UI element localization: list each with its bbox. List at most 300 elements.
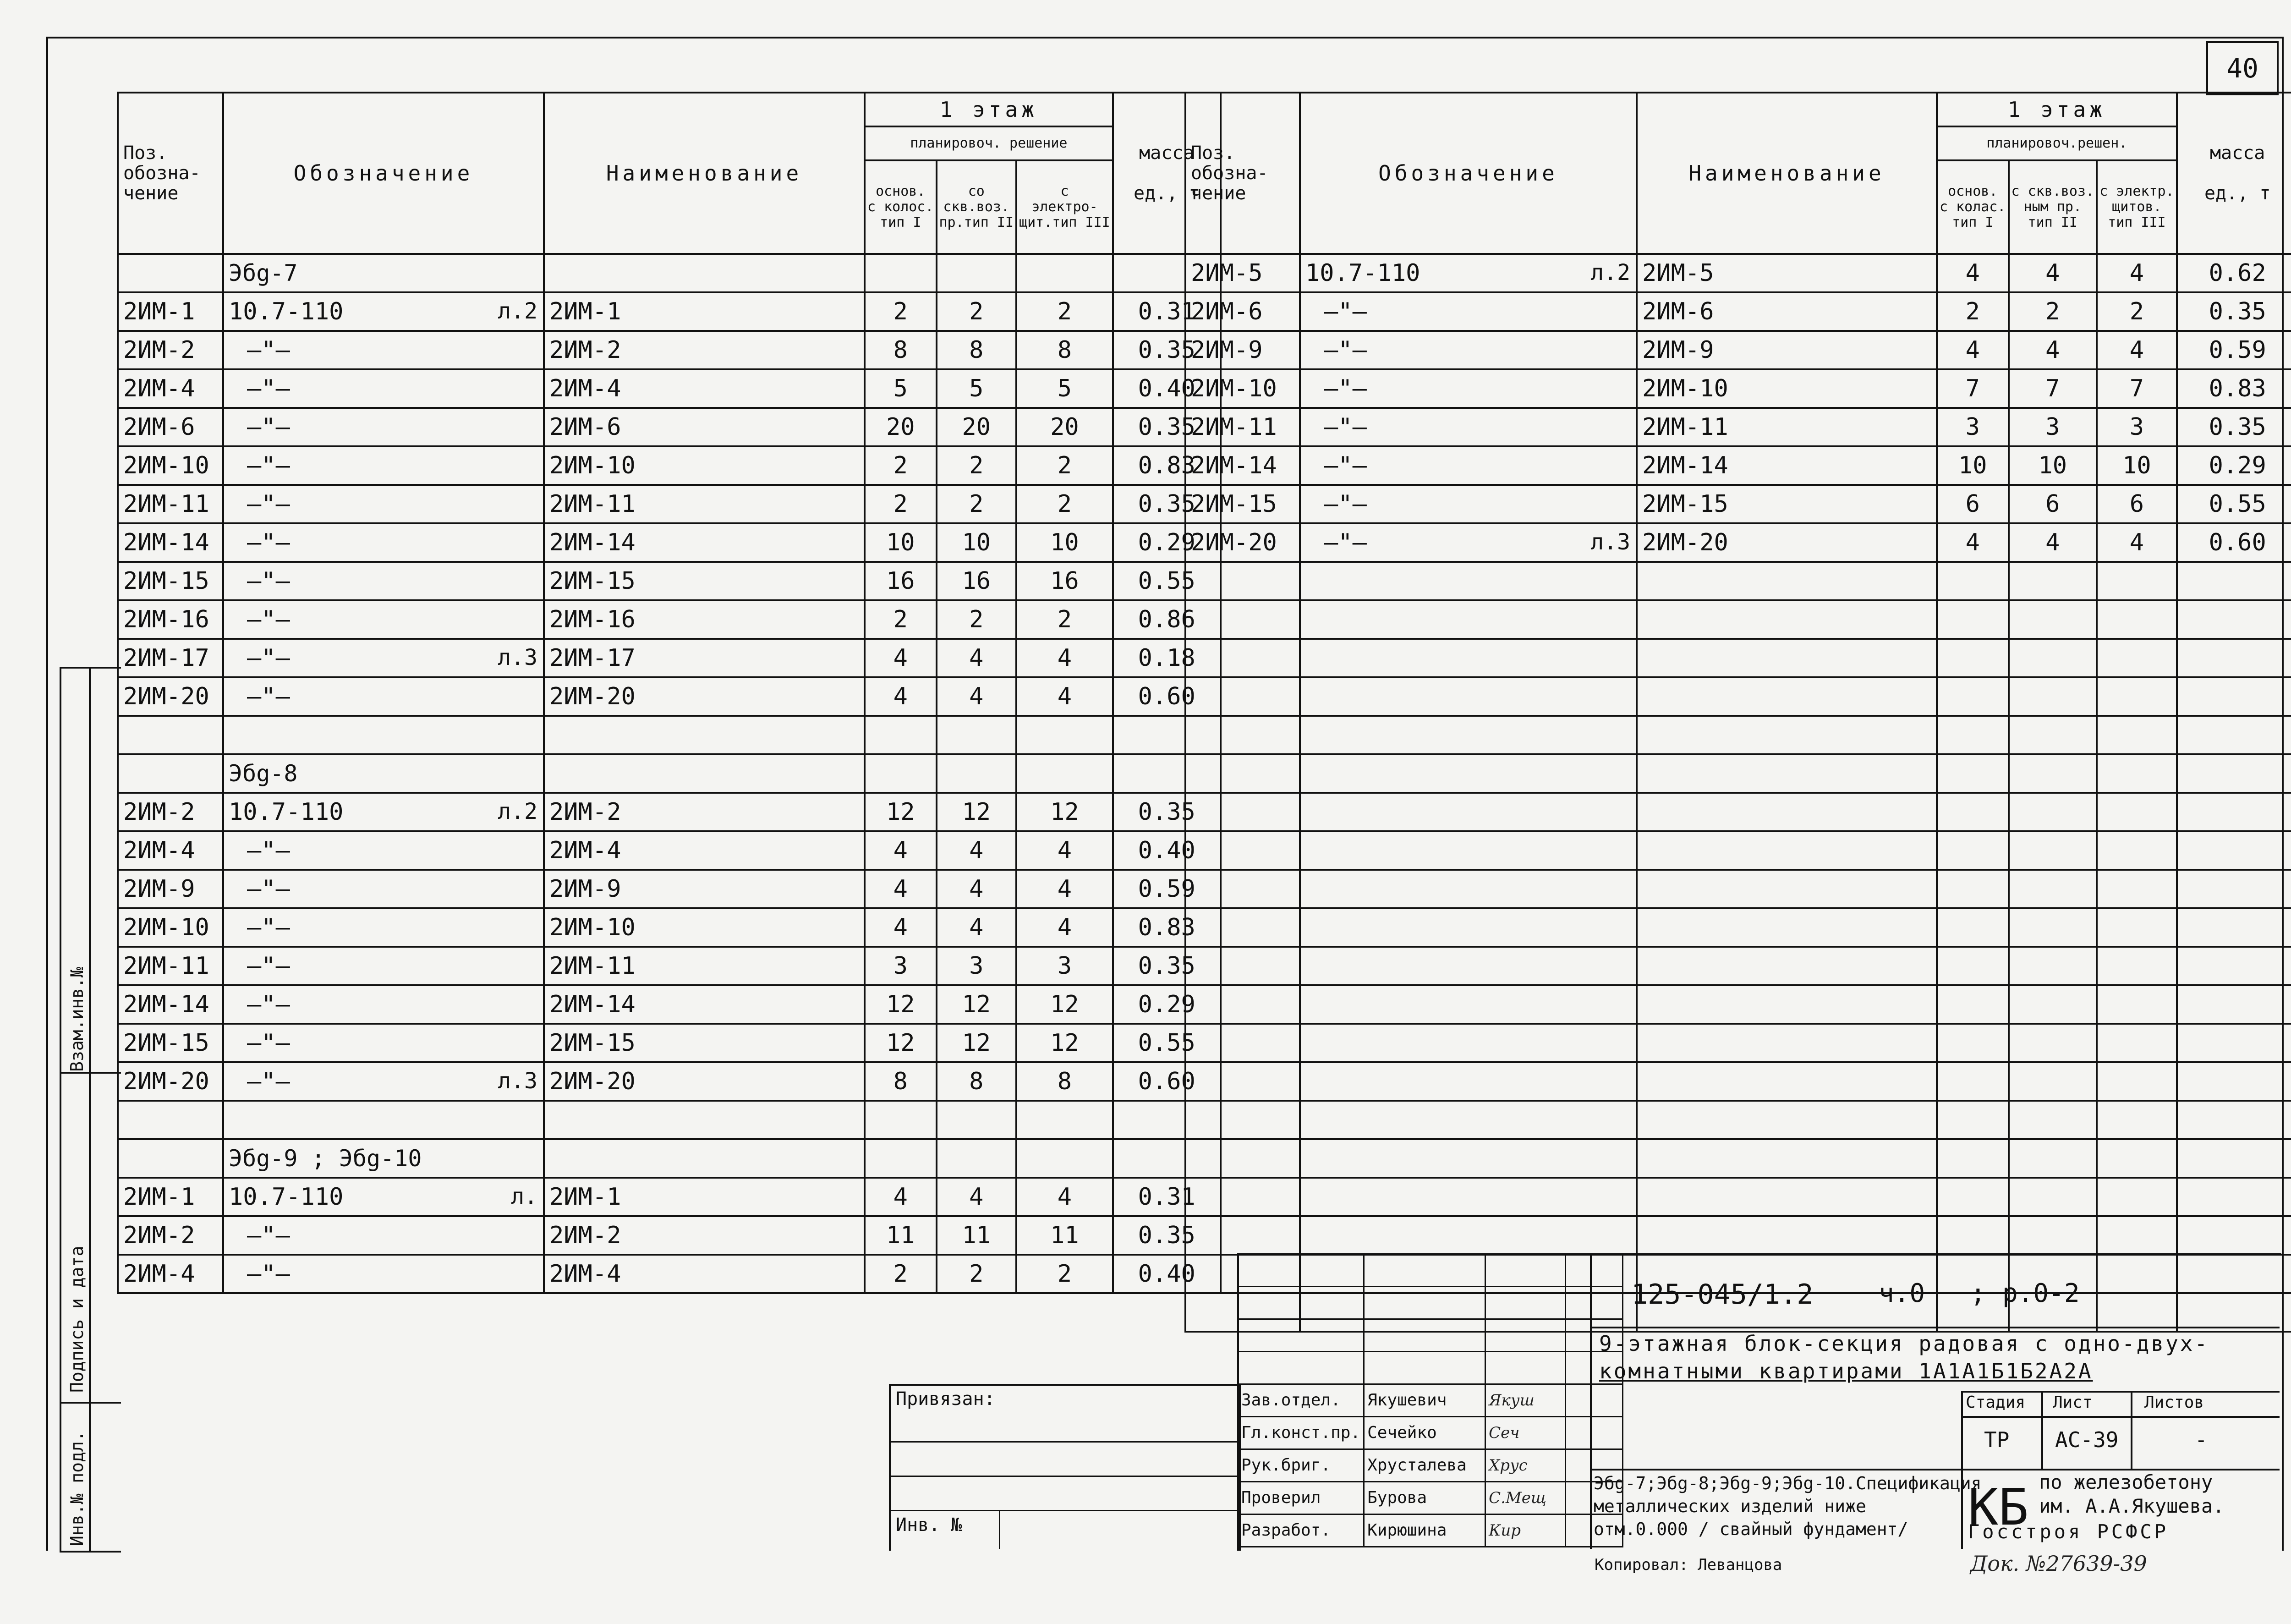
table-row [1185,870,2291,908]
mass-cell: 0.29 [1113,985,1221,1024]
empty-cell [1485,1254,1566,1287]
qty-cell: 2 [865,292,937,331]
table-row [118,1024,1221,1062]
name-cell: 2ИМ-11 [1637,408,1937,446]
empty-cell [937,754,1017,793]
table-row [118,1255,1221,1293]
designation-cell [223,677,544,716]
empty-cell [2097,1101,2177,1139]
empty-cell [2009,947,2097,985]
empty-cell [2009,793,2097,831]
qty-cell: 11 [937,1216,1017,1255]
designation-cell [223,562,544,600]
empty-cell [2177,600,2291,639]
qty-cell: 2 [1016,446,1113,485]
qty-cell: 2 [865,1255,937,1293]
pos-cell: 2ИМ-16 [118,600,223,639]
table-row [1238,1287,1623,1319]
empty-cell [1185,870,1300,908]
designation-text: —"— [247,413,290,441]
pos-header: Поз. обозна- чение [118,93,223,254]
pos-cell: 2ИМ-4 [118,1255,223,1293]
empty-cell [2009,1024,2097,1062]
pos-cell: 2ИМ-2 [118,1216,223,1255]
empty-cell [1637,1216,1937,1255]
qty-cell: 4 [865,870,937,908]
empty-cell [2177,947,2291,985]
designation-cell [223,1024,544,1062]
pos-cell [118,1139,223,1178]
mass-cell: 0.59 [1113,870,1221,908]
empty-cell [2097,754,2177,793]
empty-cell [1185,754,1300,793]
qty-cell: 12 [865,1024,937,1062]
qty-cell: 4 [1016,908,1113,947]
table-row [1185,292,2291,331]
mass-cell: 0.35 [1113,793,1221,831]
name-cell: 2ИМ-14 [1637,446,1937,485]
table-row [118,292,1221,331]
sheet-value: АС-39 [2055,1427,2119,1452]
designation-text: —"— [247,837,290,864]
empty-cell [544,754,865,793]
empty-cell [1364,1319,1485,1352]
empty-cell [937,716,1017,754]
designation-text: —"— [247,567,290,595]
pos-cell: 2ИМ-9 [1185,331,1300,369]
designation-text: —"— [247,336,290,364]
empty-cell [1185,1062,1300,1101]
designation-text: —"— [247,683,290,710]
qty-cell: 4 [937,908,1017,947]
qty-cell: 2 [865,485,937,523]
mass-cell: 0.31 [1113,1178,1221,1216]
empty-cell [1300,716,1637,754]
mass-cell: 0.40 [1113,831,1221,870]
spec-left-body [118,254,1221,1293]
empty-cell [1016,716,1113,754]
designation-text: —"— [247,1068,290,1095]
col-type3-header: с электро- щит.тип III [1016,160,1113,254]
empty-cell [2009,1178,2097,1216]
table-row [118,716,1221,754]
empty-cell [937,254,1017,292]
empty-cell [1300,1024,1637,1062]
stage-value: ТР [1984,1427,2010,1452]
empty-cell [2097,985,2177,1024]
empty-cell [1185,793,1300,831]
empty-cell [1485,1352,1566,1384]
pos-cell: 2ИМ-11 [118,947,223,985]
qty-cell: 11 [1016,1216,1113,1255]
col-type3-header-right: с электр. щитов. тип III [2097,160,2177,254]
empty-cell [2097,831,2177,870]
empty-cell [865,716,937,754]
empty-cell [1637,1139,1937,1178]
mass-cell: 0.31 [1113,292,1221,331]
empty-cell [2177,1062,2291,1101]
doc-number: Док. №27639-39 [1970,1551,2147,1576]
table-row [118,1178,1221,1216]
designation-text: —"— [1324,452,1367,479]
pos-cell: 2ИМ-10 [118,908,223,947]
empty-cell [1185,947,1300,985]
empty-cell [1637,1024,1937,1062]
designation-cell [223,331,544,369]
pos-cell: 2ИМ-11 [118,485,223,523]
qty-cell: 4 [937,1178,1017,1216]
pos-cell: 2ИМ-14 [1185,446,1300,485]
designation-cell [223,523,544,562]
qty-cell: 4 [865,908,937,947]
name-cell: 2ИМ-20 [544,677,865,716]
designation-text: —"— [247,914,290,941]
pos-cell: 2ИМ-2 [118,793,223,831]
empty-cell [1485,1287,1566,1319]
qty-cell: 2 [1016,600,1113,639]
pos-cell: 2ИМ-20 [118,677,223,716]
empty-cell [1937,793,2009,831]
qty-cell: 4 [1016,677,1113,716]
empty-cell [2009,754,2097,793]
designation-text: —"— [1324,298,1367,325]
name-cell: 2ИМ-2 [544,331,865,369]
empty-cell [1185,1139,1300,1178]
sheet-ref: л. [511,1184,537,1209]
designation-cell [223,600,544,639]
empty-cell [1300,600,1637,639]
table-row [118,408,1221,446]
person-cell: Хрусталева [1364,1449,1485,1482]
sheet-label: Лист [2053,1393,2093,1412]
mass-cell: 0.83 [1113,446,1221,485]
empty-cell [2009,1062,2097,1101]
qty-cell: 12 [1016,1024,1113,1062]
empty-cell [1016,1139,1113,1178]
qty-cell: 16 [1016,562,1113,600]
qty-cell: 4 [1016,870,1113,908]
table-row [1238,1352,1623,1384]
empty-cell [1300,1139,1637,1178]
person-cell: Бурова [1364,1482,1485,1514]
table-row [118,369,1221,408]
name-cell: 2ИМ-14 [544,985,865,1024]
designation-text: —"— [247,529,290,556]
doc-code: 125-045/1.2 [1631,1278,1814,1311]
empty-cell [1637,1101,1937,1139]
empty-cell [1238,1254,1364,1287]
table-row [1185,908,2291,947]
empty-cell [1937,1139,2009,1178]
qty-cell: 12 [865,985,937,1024]
inv-label: Инв. № [896,1514,962,1536]
sheet-ref: л.2 [498,298,537,324]
empty-cell [1637,1178,1937,1216]
designation-header-right: Обозначение [1300,93,1637,254]
pos-header-right: Поз. обозна- чение [1185,93,1300,254]
pos-cell: 2ИМ-9 [118,870,223,908]
name-cell: 2ИМ-20 [544,1062,865,1101]
designation-cell [223,369,544,408]
table-row [118,677,1221,716]
empty-cell [1300,1101,1637,1139]
empty-cell [1300,870,1637,908]
empty-cell [1937,639,2009,677]
designation-cell [223,793,544,831]
qty-cell: 2 [2097,292,2177,331]
table-row [1185,1101,2291,1139]
qty-cell: 12 [937,793,1017,831]
empty-cell [865,1101,937,1139]
mass-cell: 0.40 [1113,1255,1221,1293]
col-type1-header-right: основ. с колас. тип I [1937,160,2009,254]
empty-cell [2097,793,2177,831]
empty-cell [2097,1062,2177,1101]
table-row [118,1101,1221,1139]
qty-cell: 3 [1937,408,2009,446]
empty-cell [1637,562,1937,600]
table-row [1238,1482,1623,1514]
empty-cell [1485,1319,1566,1352]
empty-cell [2097,908,2177,947]
qty-cell: 10 [937,523,1017,562]
mass-cell: 0.59 [2177,331,2291,369]
pos-cell: 2ИМ-20 [118,1062,223,1101]
empty-cell [544,1101,865,1139]
empty-cell [1185,1024,1300,1062]
designation-text: —"— [247,1222,290,1249]
empty-cell [1637,947,1937,985]
qty-cell: 2 [1016,1255,1113,1293]
table-row [1185,369,2291,408]
side-label-sign: Подпись и дата [67,1245,87,1393]
mass-cell: 0.60 [1113,677,1221,716]
designation-text: 10.7-110 [229,798,344,826]
name-cell: 2ИМ-14 [544,523,865,562]
empty-cell [1185,985,1300,1024]
pos-cell: 2ИМ-2 [118,331,223,369]
table-row [118,793,1221,831]
qty-cell: 4 [2009,254,2097,292]
role-cell: Гл.конст.пр. [1238,1417,1364,1449]
empty-cell [1937,1101,2009,1139]
designation-text: —"— [1324,413,1367,441]
designation-cell [223,1178,544,1216]
qty-cell: 4 [2097,331,2177,369]
group-label: Эбg-7 [223,254,544,292]
empty-cell [2097,1216,2177,1255]
designation-cell [1300,523,1637,562]
plan-header: планировоч. решение [865,126,1113,160]
qty-cell: 2 [937,600,1017,639]
qty-cell: 12 [865,793,937,831]
name-cell: 2ИМ-4 [544,831,865,870]
table-row [1185,562,2291,600]
pos-cell: 2ИМ-10 [1185,369,1300,408]
empty-cell [1937,985,2009,1024]
empty-cell [1637,716,1937,754]
name-cell: 2ИМ-17 [544,639,865,677]
mass-cell: 0.29 [1113,523,1221,562]
table-row [1185,523,2291,562]
table-row [1185,446,2291,485]
floor-header: 1 этаж [865,93,1113,126]
designation-text: 10.7-110 [229,298,344,325]
table-row [1238,1384,1623,1417]
qty-cell: 20 [1016,408,1113,446]
table-row [118,331,1221,369]
doc-separator: ; [1970,1278,1986,1308]
empty-cell [2097,716,2177,754]
spec-table-left [117,92,1222,1294]
empty-cell [2097,600,2177,639]
empty-cell [1185,1216,1300,1255]
empty-cell [1185,600,1300,639]
table-row [118,985,1221,1024]
designation-cell [223,446,544,485]
empty-cell [937,1101,1017,1139]
signature-cell: Хрус [1485,1449,1566,1482]
empty-cell [1566,1287,1623,1319]
qty-cell: 4 [865,677,937,716]
page-number: 40 [2206,41,2279,95]
signature-cell: Кир [1485,1514,1566,1547]
qty-cell: 8 [1016,1062,1113,1101]
org-line-1: по железобетону [2039,1471,2213,1493]
empty-cell [2177,754,2291,793]
empty-cell [2009,677,2097,716]
col-type2-header: со скв.воз. пр.тип II [937,160,1017,254]
designation-cell [223,831,544,870]
empty-cell [937,1139,1017,1178]
mass-cell: 0.62 [2177,254,2291,292]
empty-cell [544,254,865,292]
empty-cell [2177,716,2291,754]
empty-cell [1937,870,2009,908]
empty-cell [2177,1139,2291,1178]
table-row [1185,331,2291,369]
empty-cell [2177,908,2291,947]
pos-cell [118,754,223,793]
name-cell: 2ИМ-5 [1637,254,1937,292]
stage-label: Стадия [1966,1393,2026,1412]
empty-cell [1637,1062,1937,1101]
qty-cell: 3 [2009,408,2097,446]
pos-cell: 2ИМ-1 [118,1178,223,1216]
table-row [118,254,1221,292]
empty-cell [2177,639,2291,677]
qty-cell: 6 [2097,485,2177,523]
mass-cell: 0.55 [1113,1024,1221,1062]
table-row [118,1216,1221,1255]
empty-cell [1300,985,1637,1024]
bound-label: Привязан: [896,1388,995,1410]
table-row [118,446,1221,485]
qty-cell: 6 [2009,485,2097,523]
empty-cell [1937,562,2009,600]
designation-cell [1300,446,1637,485]
empty-cell [2097,1178,2177,1216]
org-line-3: Госстроя РСФСР [1968,1520,2169,1543]
empty-cell [2097,870,2177,908]
empty-cell [1637,985,1937,1024]
sheet-ref: л.3 [498,1068,537,1094]
name-cell: 2ИМ-11 [544,947,865,985]
qty-cell: 4 [865,1178,937,1216]
name-cell: 2ИМ-9 [544,870,865,908]
table-row [1185,754,2291,793]
name-cell: 2ИМ-15 [544,1024,865,1062]
table-row [1185,831,2291,870]
empty-cell [1300,947,1637,985]
qty-cell: 5 [1016,369,1113,408]
table-row [118,870,1221,908]
qty-cell: 4 [1937,331,2009,369]
table-row [1185,485,2291,523]
title-line-2: комнатными квартирами 1А1А1Б1Б2А2А [1599,1359,2093,1383]
mass-cell: 0.35 [1113,408,1221,446]
mass-cell: 0.86 [1113,600,1221,639]
qty-cell: 4 [1016,639,1113,677]
designation-text: —"— [247,1029,290,1057]
designation-text: 10.7-110 [229,1183,344,1211]
designation-text: —"— [247,952,290,980]
designation-text: —"— [1324,336,1367,364]
table-row [1185,716,2291,754]
qty-cell: 12 [937,985,1017,1024]
empty-cell [1937,716,2009,754]
person-cell: Кирюшина [1364,1514,1485,1547]
empty-cell [1637,793,1937,831]
empty-cell [1637,870,1937,908]
table-row [118,831,1221,870]
empty-cell [2177,1024,2291,1062]
empty-cell [118,1101,223,1139]
floor-header-right: 1 этаж [1937,93,2177,126]
table-row [1185,1024,2291,1062]
empty-cell [1300,908,1637,947]
pos-cell [118,254,223,292]
name-cell: 2ИМ-20 [1637,523,1937,562]
name-cell: 2ИМ-15 [1637,485,1937,523]
designation-text: —"— [1324,529,1367,556]
date-cell [1566,1384,1623,1417]
qty-cell: 12 [1016,793,1113,831]
name-cell: 2ИМ-10 [544,446,865,485]
role-cell: Проверил [1238,1482,1364,1514]
qty-cell: 8 [865,331,937,369]
empty-cell [1937,1178,2009,1216]
table-row [1238,1417,1623,1449]
qty-cell: 4 [1937,254,2009,292]
empty-cell [1637,908,1937,947]
empty-cell [2009,1139,2097,1178]
qty-cell: 8 [1016,331,1113,369]
empty-cell [2177,870,2291,908]
col-type2-header-right: с скв.воз. ным пр. тип II [2009,160,2097,254]
designation-text: —"— [247,875,290,903]
designation-text: —"— [1324,375,1367,402]
empty-cell [2177,1216,2291,1255]
pos-cell: 2ИМ-1 [118,292,223,331]
empty-cell [1364,1287,1485,1319]
empty-cell [1637,754,1937,793]
qty-cell: 3 [865,947,937,985]
designation-cell [1300,369,1637,408]
empty-cell [1300,1178,1637,1216]
empty-cell [1016,1101,1113,1139]
sheets-value: - [2195,1427,2208,1452]
